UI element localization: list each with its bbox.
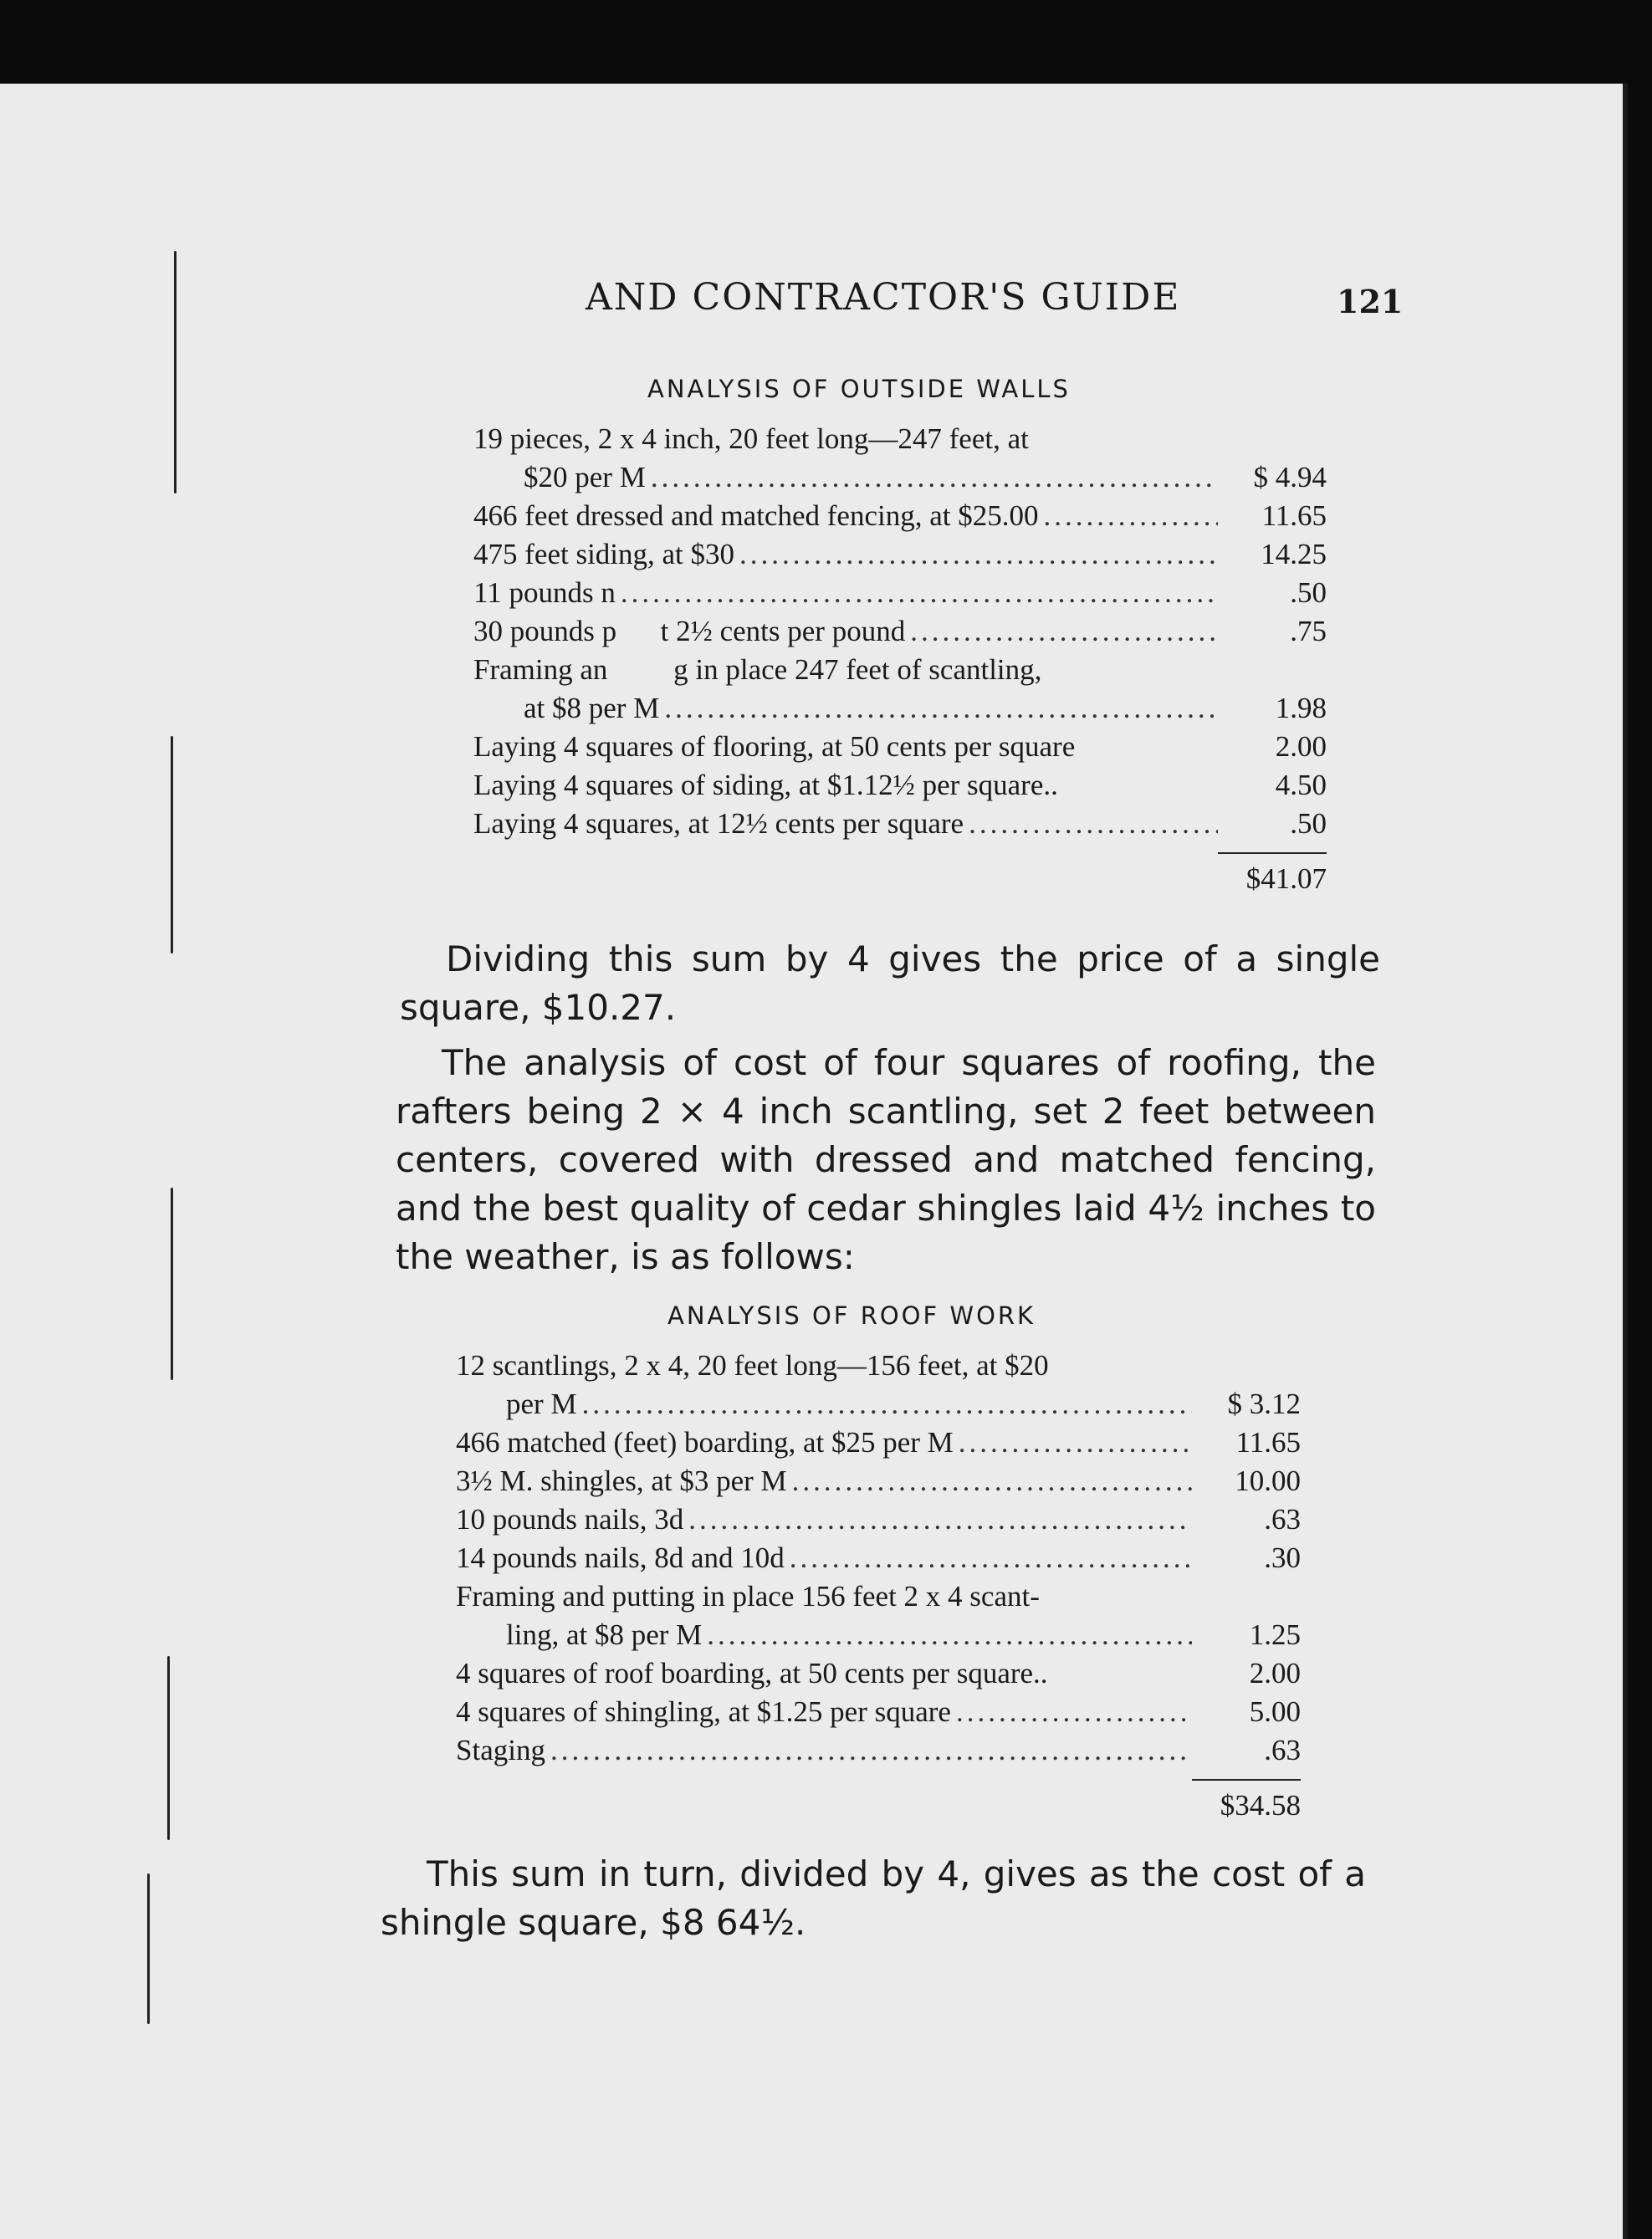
table-row bbox=[473, 538, 1327, 576]
binding-mark bbox=[147, 1874, 150, 2024]
table-row bbox=[473, 615, 1327, 653]
row-amount: 2.00 bbox=[1249, 1657, 1301, 1689]
leader-dots bbox=[951, 1695, 1192, 1729]
row-amount: 11.65 bbox=[1235, 1426, 1301, 1459]
table-row bbox=[456, 1541, 1301, 1580]
outside-walls-title: ANALYSIS OF OUTSIDE WALLS bbox=[647, 375, 1071, 403]
table-row bbox=[473, 769, 1327, 807]
row-amount: .63 bbox=[1264, 1734, 1301, 1766]
roof-work-total: $34.58 bbox=[1220, 1789, 1301, 1822]
paragraph-1 bbox=[400, 935, 1380, 1032]
table-row bbox=[473, 692, 1327, 730]
sum-rule bbox=[1218, 852, 1327, 854]
leader-dots bbox=[734, 538, 1218, 571]
table-row bbox=[456, 1503, 1301, 1541]
row-label: 14 pounds nails, 8d and 10d bbox=[456, 1541, 785, 1574]
row-amount: 1.25 bbox=[1249, 1618, 1301, 1651]
table-row bbox=[473, 422, 1327, 461]
paragraph-3 bbox=[381, 1850, 1366, 1947]
leader-dots bbox=[785, 1541, 1192, 1575]
row-label: Framing and putting in place 156 feet 2 x 4 scant- bbox=[456, 1580, 1040, 1613]
table-row bbox=[456, 1388, 1301, 1426]
row-label: 12 scantlings, 2 x 4, 20 feet long—156 feet, at $20 bbox=[456, 1349, 1049, 1382]
outside-walls-total: $41.07 bbox=[1245, 862, 1327, 895]
table-row bbox=[473, 576, 1327, 615]
row-label: $20 per M bbox=[524, 461, 646, 493]
table-row bbox=[456, 1618, 1301, 1657]
binding-mark bbox=[174, 251, 176, 493]
row-amount: 11.65 bbox=[1261, 499, 1327, 532]
row-amount: 10.00 bbox=[1235, 1465, 1301, 1497]
table-row bbox=[456, 1695, 1301, 1734]
row-label: 10 pounds nails, 3d bbox=[456, 1503, 684, 1536]
leader-dots bbox=[954, 1426, 1192, 1459]
row-amount: .50 bbox=[1290, 576, 1327, 609]
table-row bbox=[456, 1580, 1301, 1618]
paragraph-text: This sum in turn, divided by 4, gives as the cost of a shingle square, $8 64½. bbox=[381, 1853, 1366, 1943]
table-row bbox=[456, 1465, 1301, 1503]
row-amount: $ 4.94 bbox=[1253, 461, 1327, 493]
table-row bbox=[456, 1349, 1301, 1388]
row-label: 19 pieces, 2 x 4 inch, 20 feet long—247 feet, at bbox=[473, 422, 1029, 455]
leader-dots bbox=[659, 692, 1218, 725]
row-amount: .30 bbox=[1264, 1541, 1301, 1574]
paragraph-2 bbox=[396, 1039, 1376, 1281]
page-number: 121 bbox=[1337, 283, 1404, 320]
row-label: 466 matched (feet) boarding, at $25 per M bbox=[456, 1426, 954, 1459]
row-label: ling, at $8 per M bbox=[506, 1618, 703, 1651]
row-label: 11 pounds n bbox=[473, 576, 616, 609]
leader-dots bbox=[683, 1503, 1192, 1536]
binding-mark bbox=[171, 1188, 173, 1380]
row-label: 4 squares of roof boarding, at 50 cents per square.. bbox=[456, 1657, 1048, 1689]
row-amount: 14.25 bbox=[1261, 538, 1327, 570]
outside-walls-table bbox=[473, 422, 1327, 896]
table-row bbox=[456, 1734, 1301, 1772]
row-amount: 1.98 bbox=[1275, 692, 1327, 724]
binding-mark bbox=[167, 1656, 170, 1840]
leader-dots bbox=[616, 576, 1218, 610]
table-row bbox=[473, 807, 1327, 846]
row-label: 3½ M. shingles, at $3 per M bbox=[456, 1465, 787, 1497]
paragraph-text: The analysis of cost of four squares of roofing, the rafters being 2 × 4 inch scantling, set 2 feet between centers, covered with dressed and matched fencing, and the best quality of cedar shingles laid 4½ inches to the weather, is as follows: bbox=[396, 1042, 1376, 1277]
leader-dots bbox=[577, 1388, 1192, 1421]
binding-mark bbox=[171, 736, 173, 953]
table-row bbox=[473, 730, 1327, 769]
row-label: Framing an g in place 247 feet of scantling, bbox=[473, 653, 1042, 686]
table-row bbox=[473, 499, 1327, 538]
leader-dots bbox=[545, 1734, 1192, 1767]
table-row bbox=[473, 461, 1327, 499]
row-label: per M bbox=[506, 1388, 577, 1420]
table-row bbox=[473, 653, 1327, 692]
row-label: 30 pounds p t 2½ cents per pound bbox=[473, 615, 906, 647]
row-label: at $8 per M bbox=[524, 692, 660, 724]
running-header: AND CONTRACTOR'S GUIDE bbox=[586, 276, 1181, 319]
sum-rule bbox=[1192, 1779, 1301, 1781]
leader-dots bbox=[646, 461, 1218, 494]
leader-dots bbox=[905, 615, 1218, 648]
row-label: 4 squares of shingling, at $1.25 per square bbox=[456, 1695, 951, 1728]
roof-work-title: ANALYSIS OF ROOF WORK bbox=[667, 1301, 1036, 1330]
row-amount: .75 bbox=[1290, 615, 1327, 647]
row-amount: .63 bbox=[1264, 1503, 1301, 1536]
leader-dots bbox=[787, 1465, 1192, 1498]
row-label: Laying 4 squares of flooring, at 50 cents per square bbox=[473, 730, 1076, 763]
roof-work-table bbox=[456, 1349, 1301, 1822]
table-row bbox=[456, 1657, 1301, 1695]
table-row bbox=[456, 1426, 1301, 1465]
row-label: 466 feet dressed and matched fencing, at $25.00 bbox=[473, 499, 1039, 532]
row-amount: $ 3.12 bbox=[1227, 1388, 1301, 1420]
paragraph-text: Dividing this sum by 4 gives the price of a single square, $10.27. bbox=[400, 938, 1380, 1028]
row-amount: 5.00 bbox=[1249, 1695, 1301, 1728]
row-label: Staging bbox=[456, 1734, 545, 1766]
row-label: 475 feet siding, at $30 bbox=[473, 538, 735, 570]
leader-dots bbox=[964, 807, 1218, 841]
row-amount: .50 bbox=[1290, 807, 1327, 840]
row-amount: 4.50 bbox=[1275, 769, 1327, 801]
row-label: Laying 4 squares, at 12½ cents per square bbox=[473, 807, 964, 840]
leader-dots bbox=[1038, 499, 1218, 533]
row-amount: 2.00 bbox=[1275, 730, 1327, 763]
row-label: Laying 4 squares of siding, at $1.12½ per square.. bbox=[473, 769, 1058, 801]
leader-dots bbox=[702, 1618, 1192, 1652]
